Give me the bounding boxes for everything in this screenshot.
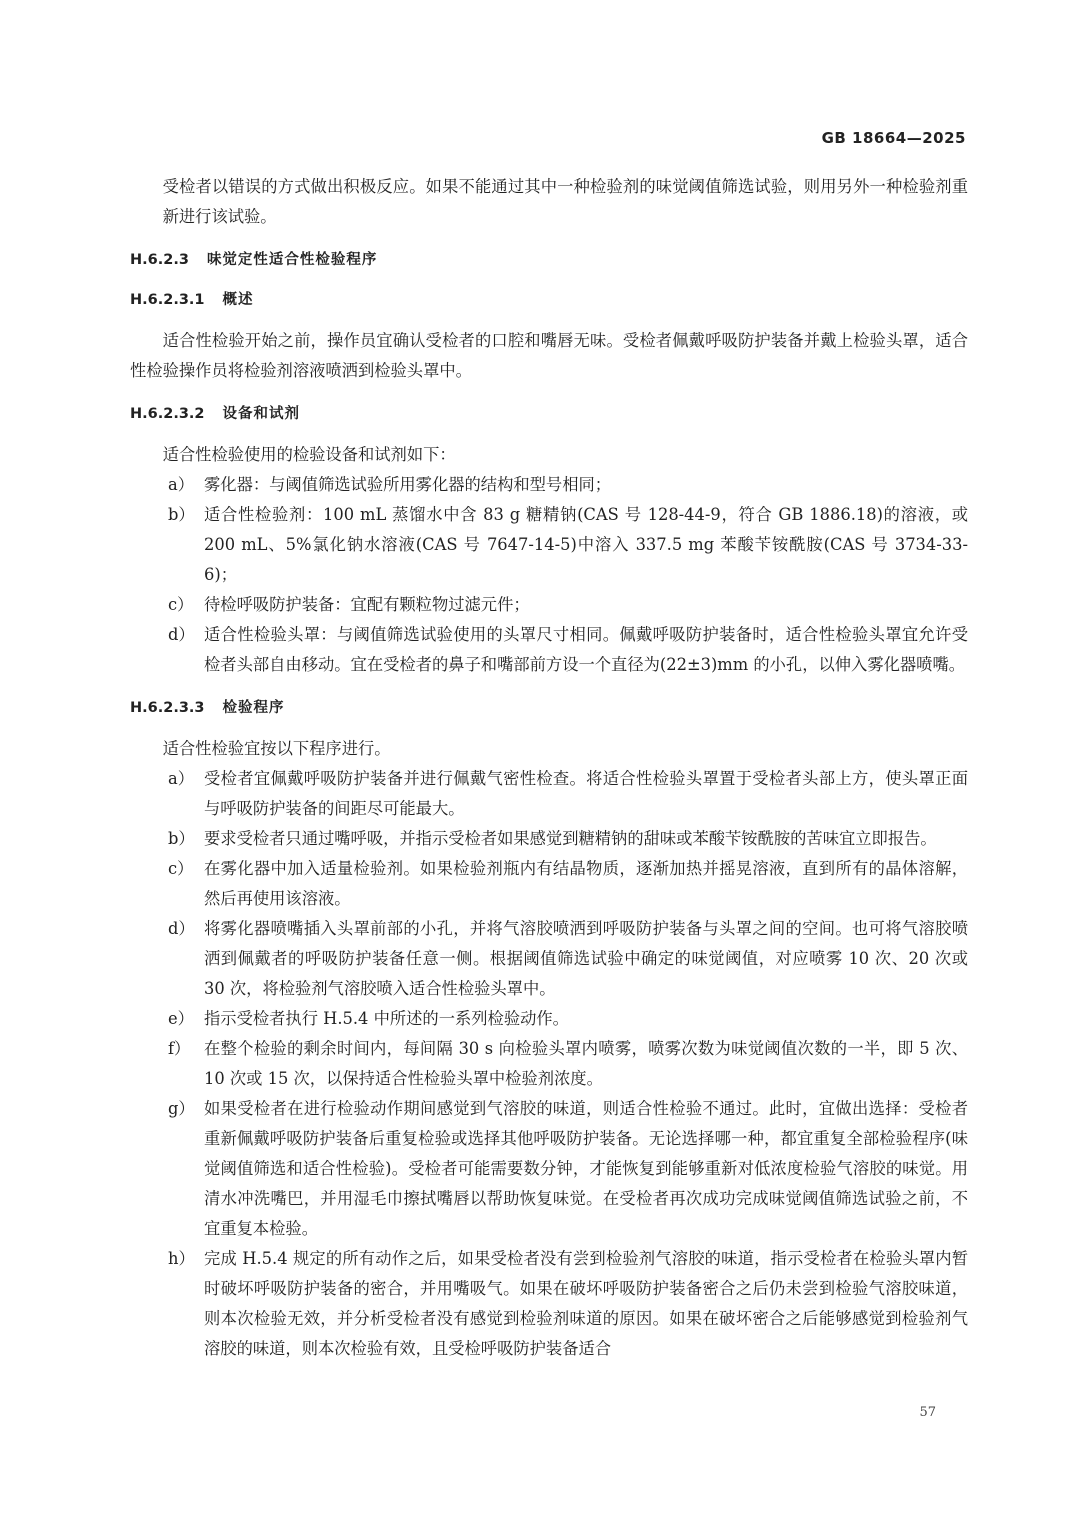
- list-text: 完成 H.5.4 规定的所有动作之后，如果受检者没有尝到检验剂气溶胶的味道，指示受检者在检验头罩内暂时破坏呼吸防护装备的密合，并用嘴吸气。如果在破坏呼吸防护装备密合之后仍未尝到检验气溶胶味道，则本次检验无效，并分析受检者没有感觉到检验剂味道的原因。如果在破坏密合之后能够感觉到检验剂气溶胶的味道，则本次检验有效，且受检呼吸防护装备适合: [204, 1249, 968, 1358]
- list-item: [130, 914, 968, 1004]
- list-item: [130, 620, 968, 680]
- list-text: 要求受检者只通过嘴呼吸，并指示受检者如果感觉到糖精钠的甜味或苯酸苄铵酰胺的苦味宜立即报告。: [204, 829, 937, 848]
- list-marker: b）: [168, 505, 195, 524]
- list-item: [130, 1004, 968, 1034]
- list-text: 雾化器：与阈值筛选试验所用雾化器的结构和型号相同；: [204, 475, 612, 494]
- section-title: 概述: [222, 292, 254, 308]
- section-number: H.6.2.3.1: [130, 292, 205, 308]
- list-marker: c）: [168, 859, 194, 878]
- list-item: [130, 824, 968, 854]
- section-number: H.6.2.3.2: [130, 406, 205, 422]
- list-marker: b）: [168, 829, 195, 848]
- section-title: 设备和试剂: [222, 406, 301, 422]
- list-item: [130, 764, 968, 824]
- page-number: 57: [919, 1405, 936, 1420]
- section-title: 味觉定性适合性检验程序: [206, 252, 378, 268]
- list-marker: h）: [168, 1249, 195, 1268]
- list-text: 将雾化器喷嘴插入头罩前部的小孔，并将气溶胶喷洒到呼吸防护装备与头罩之间的空间。也可将气溶胶喷洒到佩戴者的呼吸防护装备任意一侧。根据阈值筛选试验中确定的味觉阈值，对应喷雾 10 次、20 次或 30 次，将检验剂气溶胶喷入适合性检验头罩中。: [204, 919, 968, 998]
- list-item: [130, 470, 968, 500]
- list-marker: a）: [168, 769, 194, 788]
- section-heading-h6-2-3-2: [130, 402, 968, 426]
- list-text: 适合性检验头罩：与阈值筛选试验使用的头罩尺寸相同。佩戴呼吸防护装备时，适合性检验头罩宜允许受检者头部自由移动。宜在受检者的鼻子和嘴部前方设一个直径为(22±3)mm 的小孔，以伸入雾化器喷嘴。: [204, 625, 968, 674]
- list-text: 如果受检者在进行检验动作期间感觉到气溶胶的味道，则适合性检验不通过。此时，宜做出选择：受检者重新佩戴呼吸防护装备后重复检验或选择其他呼吸防护装备。无论选择哪一种，都宜重复全部检验程序(味觉阈值筛选和适合性检验)。受检者可能需要数分钟，才能恢复到能够重新对低浓度检验气溶胶的味觉。用清水冲洗嘴巴，并用湿毛巾擦拭嘴唇以帮助恢复味觉。在受检者再次成功完成味觉阈值筛选试验之前，不宜重复本检验。: [204, 1099, 968, 1238]
- list-item: [130, 500, 968, 590]
- equipment-lead: 适合性检验使用的检验设备和试剂如下：: [162, 445, 456, 464]
- list-text: 在整个检验的剩余时间内，每间隔 30 s 向检验头罩内喷雾，喷雾次数为味觉阈值次数的一半，即 5 次、10 次或 15 次，以保持适合性检验头罩中检验剂浓度。: [204, 1039, 968, 1088]
- list-marker: f）: [168, 1039, 191, 1058]
- standard-code: GB 18664—2025: [821, 129, 966, 147]
- section-heading-h6-2-3: [130, 248, 968, 272]
- section-number: H.6.2.3.3: [130, 700, 205, 716]
- list-marker: d）: [168, 625, 195, 644]
- list-item: [130, 1244, 968, 1364]
- list-marker: e）: [168, 1009, 194, 1028]
- list-text: 在雾化器中加入适量检验剂。如果检验剂瓶内有结晶物质，逐渐加热并摇晃溶液，直到所有的晶体溶解，然后再使用该溶液。: [204, 859, 968, 908]
- document-body: [130, 172, 968, 1364]
- list-item: [130, 1034, 968, 1094]
- list-text: 适合性检验剂：100 mL 蒸馏水中含 83 g 糖精钠(CAS 号 128-44-9，符合 GB 1886.18)的溶液，或 200 mL、5%氯化钠水溶液(CAS 号 7647-14-5)中溶入 337.5 mg 苯酸苄铵酰胺(CAS 号 3734-33-6)；: [204, 505, 968, 584]
- section-heading-h6-2-3-3: [130, 696, 968, 720]
- procedure-lead: 适合性检验宜按以下程序进行。: [162, 739, 391, 758]
- list-marker: d）: [168, 919, 195, 938]
- list-marker: g）: [168, 1099, 195, 1118]
- section-title: 检验程序: [222, 700, 285, 716]
- list-item: [130, 590, 968, 620]
- list-item: [130, 1094, 968, 1244]
- list-marker: a）: [168, 475, 194, 494]
- section-number: H.6.2.3: [130, 252, 189, 268]
- list-text: 受检者宜佩戴呼吸防护装备并进行佩戴气密性检查。将适合性检验头罩置于受检者头部上方，使头罩正面与呼吸防护装备的间距尽可能最大。: [204, 769, 968, 818]
- list-item: [130, 854, 968, 914]
- intro-paragraph: 受检者以错误的方式做出积极反应。如果不能通过其中一种检验剂的味觉阈值筛选试验，则用另外一种检验剂重新进行该试验。: [162, 177, 968, 226]
- section-heading-h6-2-3-1: [130, 288, 968, 312]
- list-text: 指示受检者执行 H.5.4 中所述的一系列检验动作。: [204, 1009, 569, 1028]
- list-text: 待检呼吸防护装备：宜配有颗粒物过滤元件；: [204, 595, 530, 614]
- list-marker: c）: [168, 595, 194, 614]
- overview-paragraph: 适合性检验开始之前，操作员宜确认受检者的口腔和嘴唇无味。受检者佩戴呼吸防护装备并戴上检验头罩，适合性检验操作员将检验剂溶液喷洒到检验头罩中。: [130, 331, 968, 380]
